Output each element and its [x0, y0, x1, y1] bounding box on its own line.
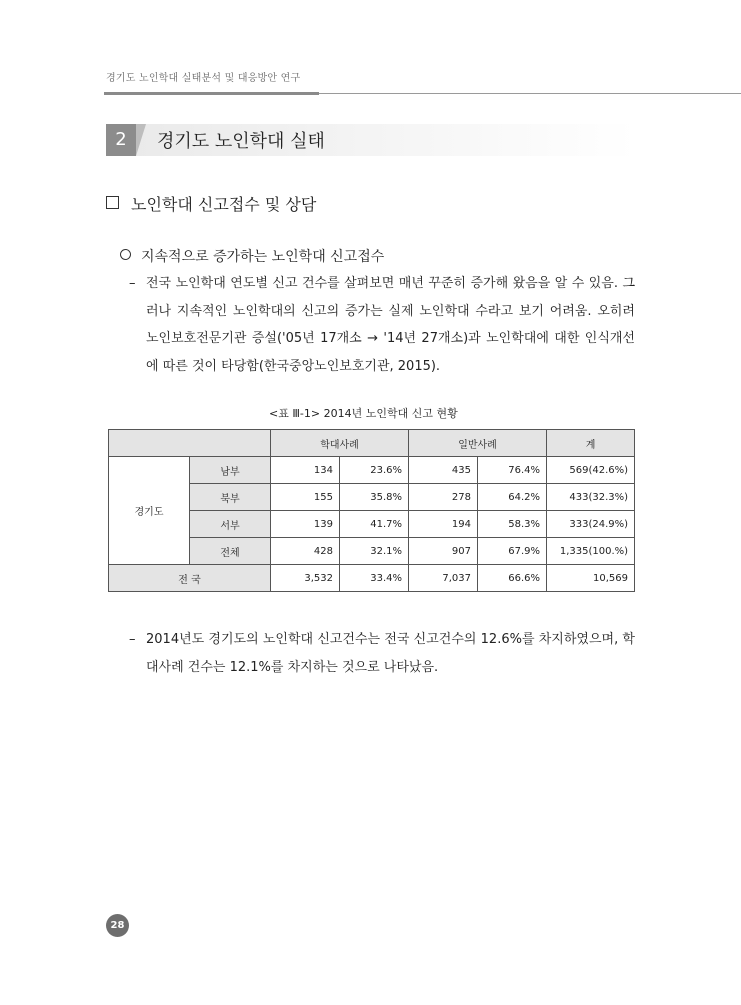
- total-cell: 333(24.9%): [547, 511, 635, 538]
- paragraph-1-text: 전국 노인학대 연도별 신고 건수를 살펴보면 매년 꾸준히 증가해 왔음을 알 수 있음. 그러나 지속적인 노인학대의 신고의 증가는 실제 노인학대 수라고 보기 어려움. 오히려 노인보호전문기관 증설('05년 17개소 → '14년 27개소)과 노인학대에 대한 인식개선에 따른 것이 타당함(한국중앙노인보호기관, 2015).: [146, 276, 635, 374]
- total-cell: 569(42.6%): [547, 457, 635, 484]
- dash-bullet-icon: –: [129, 632, 136, 647]
- abuse-count-cell: 3,532: [271, 565, 340, 592]
- section-number: 2: [106, 124, 136, 156]
- bullet-heading: [120, 246, 384, 266]
- square-bullet-icon: [106, 196, 119, 209]
- dash-bullet-icon: –: [129, 276, 136, 291]
- general-pct-cell: 64.2%: [478, 484, 547, 511]
- sub-heading: [106, 192, 316, 215]
- general-pct-cell: 76.4%: [478, 457, 547, 484]
- area-cell: 전체: [190, 538, 271, 565]
- general-pct-cell: 58.3%: [478, 511, 547, 538]
- region-cell: 경기도: [109, 457, 190, 565]
- table-caption: <표 Ⅲ-1> 2014년 노인학대 신고 현황: [269, 407, 458, 420]
- general-count-cell: 7,037: [409, 565, 478, 592]
- general-count-cell: 435: [409, 457, 478, 484]
- area-cell: 서부: [190, 511, 271, 538]
- header-general: 일반사례: [409, 430, 547, 457]
- abuse-count-cell: 134: [271, 457, 340, 484]
- running-header: 경기도 노인학대 실태분석 및 대응방안 연구: [106, 73, 301, 84]
- paragraph-2-text: 2014년도 경기도의 노인학대 신고건수는 전국 신고건수의 12.6%를 차지하였으며, 학대사례 건수는 12.1%를 차지하는 것으로 나타났음.: [146, 632, 635, 675]
- paragraph-2: [129, 626, 635, 681]
- header-rule-accent: [104, 92, 319, 95]
- abuse-pct-cell: 35.8%: [340, 484, 409, 511]
- section-number-slant: [136, 124, 146, 156]
- area-cell: 남부: [190, 457, 271, 484]
- abuse-count-cell: 428: [271, 538, 340, 565]
- abuse-pct-cell: 32.1%: [340, 538, 409, 565]
- general-count-cell: 907: [409, 538, 478, 565]
- table-header-corner: [109, 430, 271, 457]
- national-label-cell: 전 국: [109, 565, 271, 592]
- general-pct-cell: 66.6%: [478, 565, 547, 592]
- abuse-pct-cell: 41.7%: [340, 511, 409, 538]
- header-abuse: 학대사례: [271, 430, 409, 457]
- total-cell: 1,335(100.%): [547, 538, 635, 565]
- section-title: 경기도 노인학대 실태: [157, 131, 325, 152]
- paragraph-1: [129, 270, 635, 380]
- table-header-row: [109, 430, 635, 457]
- general-count-cell: 194: [409, 511, 478, 538]
- general-pct-cell: 67.9%: [478, 538, 547, 565]
- area-cell: 북부: [190, 484, 271, 511]
- report-table: [108, 429, 635, 592]
- abuse-pct-cell: 33.4%: [340, 565, 409, 592]
- table-row-national: [109, 565, 635, 592]
- sub-heading-text: 노인학대 신고접수 및 상담: [131, 195, 317, 214]
- total-cell: 10,569: [547, 565, 635, 592]
- bullet-heading-text: 지속적으로 증가하는 노인학대 신고접수: [141, 249, 385, 265]
- circle-bullet-icon: [120, 249, 131, 260]
- page-number: 28: [106, 914, 129, 937]
- abuse-count-cell: 139: [271, 511, 340, 538]
- abuse-count-cell: 155: [271, 484, 340, 511]
- table-row: [109, 457, 635, 484]
- header-total: 계: [547, 430, 635, 457]
- abuse-pct-cell: 23.6%: [340, 457, 409, 484]
- total-cell: 433(32.3%): [547, 484, 635, 511]
- general-count-cell: 278: [409, 484, 478, 511]
